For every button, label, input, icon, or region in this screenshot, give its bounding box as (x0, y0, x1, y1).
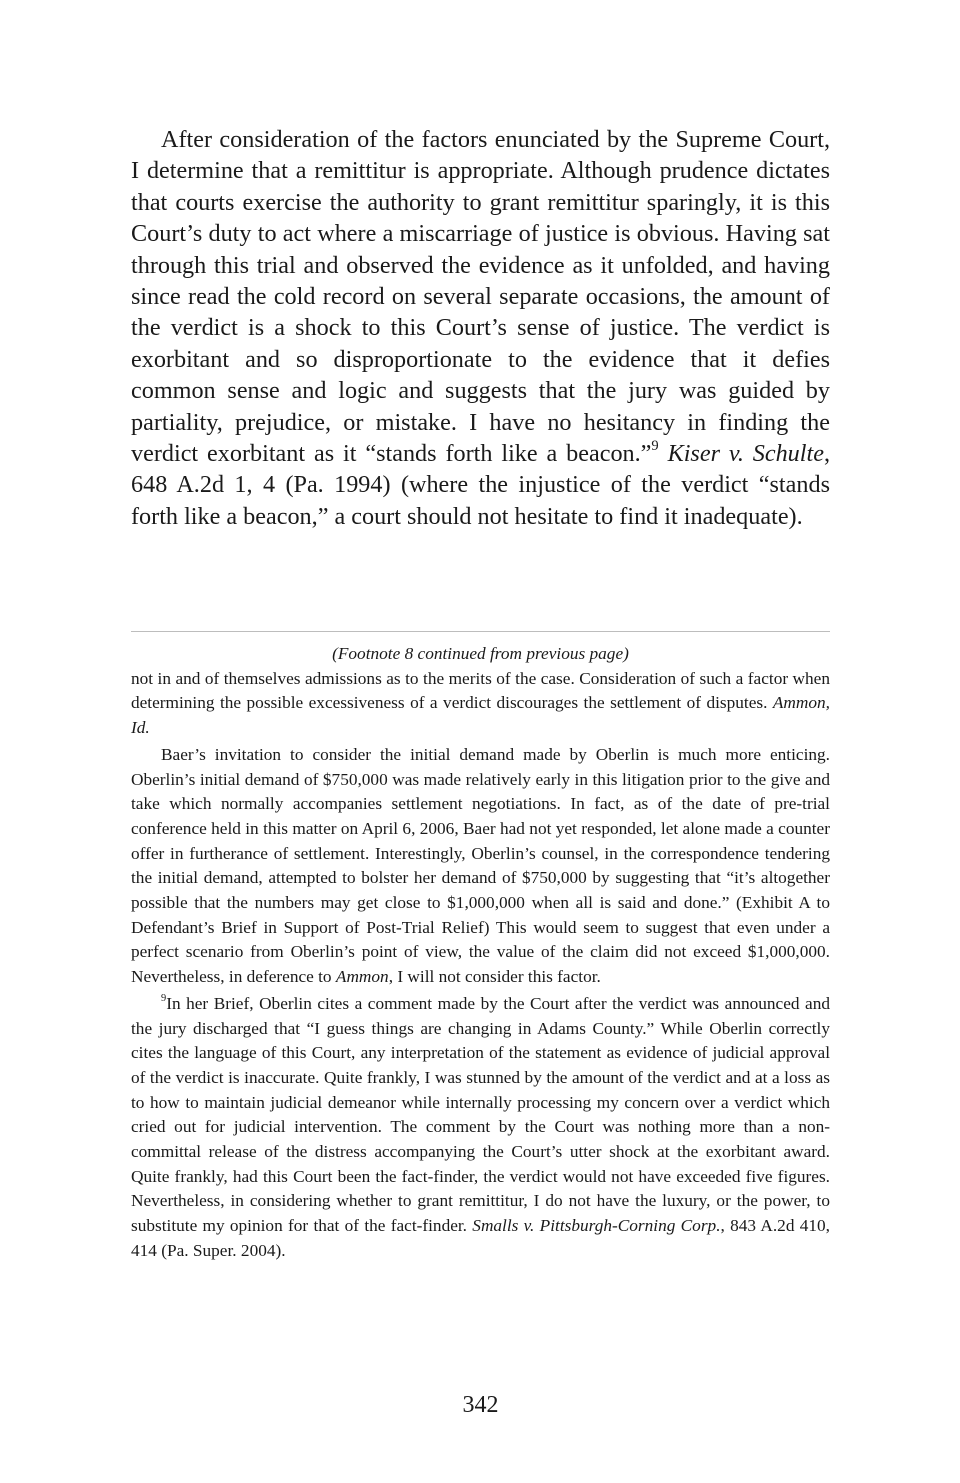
footnote-8-paragraph-1 (131, 667, 830, 741)
body-text-continued: , 648 A.2d 1, 4 (Pa. 1994) (where the injustice of the verdict “stands forth like a beacon,” a court should not hesitate to find it inadequate). (131, 440, 830, 530)
footnote-citation: Smalls v. Pittsburgh-Corning Corp. (472, 1216, 721, 1236)
body-space (659, 440, 668, 467)
footnote-text: , 843 A.2d 410, 414 (Pa. Super. 2004). (131, 1216, 830, 1260)
footnote-citation: Ammon (335, 967, 389, 987)
page-number: 342 (462, 1392, 499, 1418)
footnote-citation: Ammon, Id. (131, 693, 830, 738)
document-page (131, 0, 830, 1483)
footnote-9 (131, 992, 830, 1264)
footnotes-section (131, 642, 830, 1264)
footnote-divider (131, 631, 830, 632)
footnote-8-paragraph-2 (131, 743, 830, 990)
body-text: After consideration of the factors enunciated by the Supreme Court, I determine that a remittitur is appropriate. Although prudence dictates that courts exercise the authority to grant remittitur sparingly, it is this Court’s duty to act where a miscarriage of justice is obvious. Having sat through this trial and observed the evidence as it unfolded, and having since read the cold record on several separate occasions, the amount of the verdict is a shock to this Court’s sense of justice. The verdict is exorbitant and so disproportionate to the evidence that it defies common sense and logic and suggests that the jury was guided by partiality, prejudice, or mistake. I have no hesitancy in finding the verdict exorbitant as it “stands forth like a beacon.” (131, 126, 830, 468)
footnote-marker: 9 (161, 992, 167, 1004)
footnote-text: In her Brief, Oberlin cites a comment made by the Court after the verdict was announced and the jury discharged that “I guess things are changing in Adams County.” While Oberlin correctly cites the language of this Court, any interpretation of the statement as evidence of judicial approval of the verdict is inaccurate. Quite frankly, I was stunned by the amount of the verdict and at a loss as to how to maintain judicial demeanor while internally processing my concern over a verdict which cried out for judicial intervention. The comment by the Court was nothing more than a non-committal release of the distress accompanying the Court’s utter shock at the exorbitant award. Quite frankly, had this Court been the fact-finder, the verdict would not have exceeded five figures. Nevertheless, in considering whether to grant remittitur, I do not have the luxury, or the power, to substitute my opinion for that of the fact-finder. (131, 993, 830, 1236)
footnote-reference: 9 (651, 437, 659, 454)
footnote-continued-label: (Footnote 8 continued from previous page) (332, 644, 629, 663)
footnote-text: , I will not consider this factor. (388, 967, 601, 987)
body-paragraph (131, 124, 830, 532)
footnote-text: not in and of themselves admissions as to the merits of the case. Consideration of such a factor when determining the possible excessiveness of a verdict discourages the settlement of disputes. (131, 668, 830, 713)
case-citation: Kiser v. Schulte (667, 440, 824, 468)
footnote-text: Baer’s invitation to consider the initial demand made by Oberlin is much more enticing. Oberlin’s initial demand of $750,000 was made relatively early in this litigation prior to the give and take which normally accompanies settlement negotiations. In fact, as of the date of pre-trial conference held in this matter on April 6, 2006, Baer had not yet responded, let alone made a counter offer in furtherance of settlement. Interestingly, Oberlin’s counsel, in the correspondence tendering the initial demand, attempted to bolster her demand of $750,000 by suggesting that “it’s altogether possible that the numbers may get close to $1,000,000 when all is said and done.” (Exhibit A to Defendant’s Brief in Support of Post-Trial Relief) This would seem to suggest that even under a perfect scenario from Oberlin’s point of view, the value of the claim did not exceed $1,000,000. Nevertheless, in deference to (131, 744, 830, 987)
